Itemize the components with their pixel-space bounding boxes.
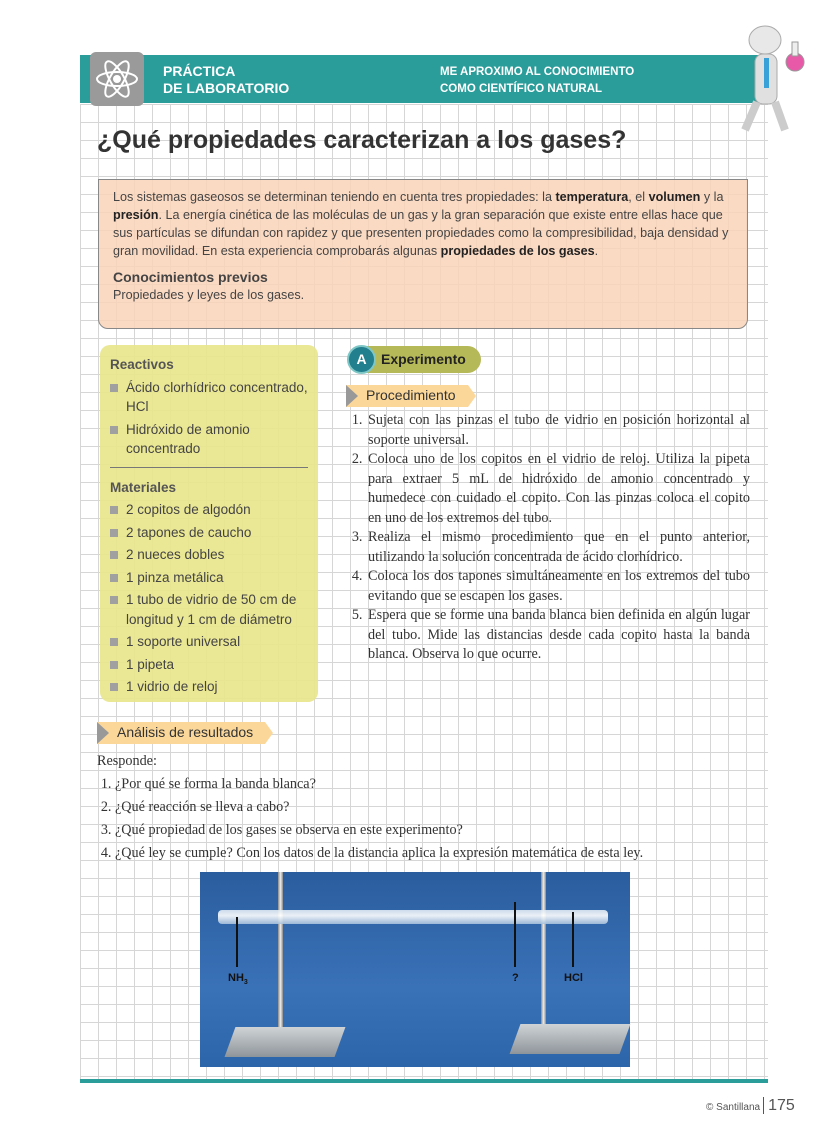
hcl-label: HCl <box>564 972 583 984</box>
pointer-line <box>514 902 516 967</box>
responde-label: Responde: <box>97 753 157 769</box>
section-label: PRÁCTICA DE LABORATORIO <box>163 63 290 96</box>
procedure-step: 2. Coloca uno de los copitos en el vidrio de reloj. Utiliza la pipeta para extraer 5 mL de hidróxido de amonio concentrado y humedece con cuidado el copito. Con las pinzas coloca el copito en uno de los extremos del tubo. <box>366 450 750 528</box>
procedure-step: 5. Espera que se forme una banda blanca bien definida en algún lugar del tubo. Mide las distancias desde cada copito hasta la banda blanca. Observa lo que ocurre. <box>366 606 750 665</box>
page-footer: © Santillana 175 <box>706 1097 795 1114</box>
materials-panel <box>100 345 318 702</box>
stand-base <box>225 1027 346 1057</box>
atom-icon <box>90 52 144 106</box>
stand-rod <box>278 872 283 1032</box>
question-item: 3. ¿Qué propiedad de los gases se observa en este experimento? <box>115 819 643 842</box>
materiales-heading: Materiales <box>110 479 177 495</box>
page-number: 175 <box>763 1097 795 1114</box>
footer-line <box>80 1079 768 1083</box>
introduction-box <box>98 179 748 329</box>
material-item: 2 tapones de caucho <box>110 523 308 543</box>
questions-section <box>97 750 643 865</box>
prior-knowledge-text: Propiedades y leyes de los gases. <box>113 288 305 302</box>
experiment-triangle-icon: A <box>347 345 376 374</box>
scientist-mascot-illustration <box>725 22 810 137</box>
material-item: 2 nueces dobles <box>110 545 308 565</box>
question-item: 2. ¿Qué reacción se lleva a cabo? <box>115 796 643 819</box>
divider <box>110 467 308 468</box>
material-item: 1 tubo de vidrio de 50 cm de longitud y 1 cm de diámetro <box>110 590 308 629</box>
material-item: 1 vidrio de reloj <box>110 677 308 697</box>
procedure-step: 1. Sujeta con las pinzas el tubo de vidrio en posición horizontal al soporte universal. <box>366 411 750 450</box>
question-item: 4. ¿Qué ley se cumple? Con los datos de la distancia aplica la expresión matemática de esta ley. <box>115 842 643 865</box>
question-item: 1. ¿Por qué se forma la banda blanca? <box>115 773 643 796</box>
material-item: 1 pipeta <box>110 655 308 675</box>
procedure-list <box>348 411 750 665</box>
nh3-label: $NH_3$ <box>228 972 248 987</box>
reactivo-item: Hidróxido de amonio concentrado <box>110 420 308 459</box>
reactivo-item: Ácido clorhídrico concentrado, HCl <box>110 378 308 417</box>
pointer-line <box>572 912 574 967</box>
material-item: 1 pinza metálica <box>110 568 308 588</box>
glass-tube <box>218 910 608 924</box>
procedure-step: 4. Coloca los dos tapones simultáneamente en los extremos del tubo evitando que se escapen los gases. <box>366 567 750 606</box>
prior-knowledge-heading: Conocimientos previos <box>113 269 268 285</box>
procedimiento-tag: Procedimiento <box>346 385 468 407</box>
experiment-photo <box>200 872 630 1067</box>
procedure-step: 3. Realiza el mismo procedimiento que en el punto anterior, utilizando la solución concentrada de ácido clorhídrico. <box>366 528 750 567</box>
reactivos-heading: Reactivos <box>110 357 174 372</box>
analisis-tag: Análisis de resultados <box>97 722 265 744</box>
intro-paragraph: Los sistemas gaseosos se determinan teniendo en cuenta tres propiedades: la temperatura, el volumen y la presión. La energía cinética de las moléculas de un gas y la gran separación que existe entre ellas hace que sus partículas se difundan con rapidez y que presenten propiedades como la compresibilidad, baja densidad y gran movilidad. En esta experiencia comprobarás algunas propiedades de los gases. <box>113 190 729 258</box>
pointer-line <box>236 917 238 967</box>
material-item: 1 soporte universal <box>110 632 308 652</box>
page-title: ¿Qué propiedades caracterizan a los gases? <box>97 126 627 154</box>
topic-label: ME APROXIMO AL CONOCIMIENTO COMO CIENTÍFICO NATURAL <box>440 66 635 95</box>
stand-base <box>510 1024 631 1054</box>
unknown-label: ? <box>512 972 519 984</box>
material-item: 2 copitos de algodón <box>110 500 308 520</box>
experimento-badge: A Experimento <box>348 346 481 373</box>
stand-rod <box>541 872 546 1032</box>
